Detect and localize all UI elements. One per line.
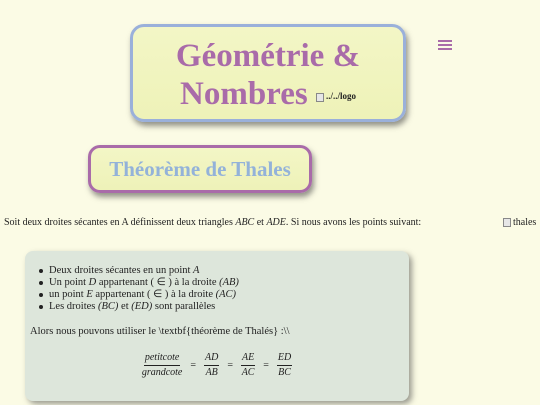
broken-image-icon [316,93,324,102]
triangle-ade: ADE [266,217,286,228]
item-text: Les droites [49,301,98,312]
item-math: E [86,289,93,300]
denominator: AB [205,367,218,378]
list-item [49,265,399,277]
equals-sign: = [227,359,233,371]
hamburger-icon[interactable] [438,40,452,52]
item-math: (AC) [215,289,237,300]
intro-text: Soit deux droites sécantes en A définissent deux triangles [4,217,236,228]
fraction-ad-ab [204,352,219,379]
denominator: BC [278,367,291,378]
menu-bar [438,48,452,50]
intro-text: et [254,217,267,228]
logo-alt-text: ../../logo [325,91,356,102]
item-math: (AB) [219,277,239,288]
section-title: Théorème de Thales [109,157,291,181]
broken-image-icon [503,218,511,227]
site-title-line1: Géométrie & [175,38,361,74]
intro-text: . Si nous avons les points suivant: [285,217,422,228]
numerator: ED [277,352,292,366]
equals-sign: = [263,359,269,371]
section-title-box [88,145,312,193]
list-item [49,301,399,313]
intro-paragraph [4,216,474,230]
menu-bar [438,44,452,46]
item-text: sont parallèles [152,301,216,312]
theorem-box [25,251,409,401]
conditions-list [35,265,399,313]
item-text: Un point [49,277,89,288]
site-title-box [130,24,406,122]
triangle-abc: ABC [235,217,255,228]
item-math: (ED) [131,301,153,312]
numerator: petitcote [144,352,180,366]
menu-bar [438,40,452,42]
thales-image [503,216,536,230]
thales-alt-text: thales [513,217,537,228]
item-text: et [118,301,132,312]
item-text: appartenant ( ∈ ) à la droite [96,277,220,288]
item-math: D [88,277,97,288]
item-text: Deux droites sécantes en un point [49,265,194,276]
conclusion-text: Alors nous pouvons utiliser le \textbf{théorème de Thalés} :\\ [30,326,290,337]
numerator: AD [204,352,219,366]
fraction-ae-ac [241,352,255,379]
fraction-petitcote-grandcote [142,352,183,379]
fraction-ed-bc [277,352,292,379]
item-math: A [193,265,200,276]
numerator: AE [241,352,255,366]
equals-sign: = [190,359,196,371]
site-title-line2: Nombres [180,76,308,112]
logo-image[interactable] [316,91,356,101]
list-item [49,289,399,301]
item-text: un point [49,289,87,300]
denominator: grandcote [141,367,183,378]
item-math: (BC) [98,301,119,312]
thales-formula [35,352,399,379]
list-item [49,277,399,289]
denominator: AC [241,367,255,378]
site-title [133,27,403,115]
item-text: appartenant ( ∈ ) à la droite [92,289,216,300]
